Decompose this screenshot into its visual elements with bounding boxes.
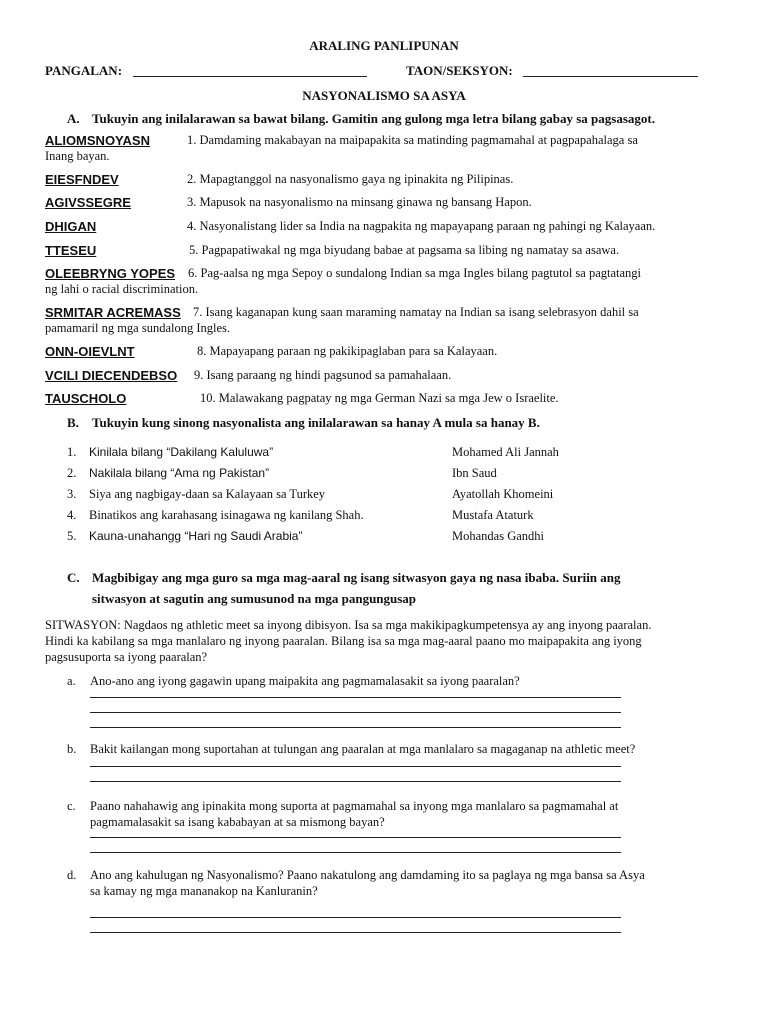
part-a-instruction: Tukuyin ang inilalarawan sa bawat bilang. Gamitin ang gulong mga letra bilang gabay sa pagsasagot.	[92, 111, 655, 126]
col-b-item-1: Mohamed Ali Jannah	[452, 445, 559, 459]
col-a-item-1: Kinilala bilang “Dakilang Kaluluwa”	[89, 445, 274, 459]
page-title: ARALING PANLIPUNAN	[309, 38, 459, 53]
answer-line[interactable]	[90, 917, 621, 918]
question-b-text: Bakit kailangan mong suportahan at tulungan ang paaralan at mga manlalaro sa magaganap na athletic meet?	[90, 742, 636, 756]
scrambled-word-8: ONN-OIEVLNT	[45, 344, 135, 359]
situation-text-line2: Hindi ka kabilang sa mga manlalaro ng inyong paaralan. Bilang isa sa mga mag-aaral paano mo maipapakita ang iyong	[45, 634, 642, 648]
question-d-text-cont: sa kamay ng mga mananakop na Kanluranin?	[90, 884, 318, 898]
scrambled-word-6: OLEEBRYNG YOPES	[45, 266, 176, 281]
col-a-item-5: Kauna-unahangg “Hari ng Saudi Arabia”	[89, 529, 303, 543]
name-label: PANGALAN:	[45, 63, 123, 78]
answer-line[interactable]	[90, 932, 621, 933]
question-b-letter: b.	[67, 742, 77, 756]
answer-line[interactable]	[90, 727, 621, 728]
col-a-num-4: 4.	[67, 508, 77, 522]
clue-3: 3. Mapusok na nasyonalismo na minsang ginawa ng bansang Hapon.	[187, 195, 532, 209]
year-section-label: TAON/SEKSYON:	[406, 63, 513, 78]
situation-text-line3: pagsusuporta sa iyong paaralan?	[45, 650, 208, 664]
clue-5: 5. Pagpapatiwakal ng mga biyudang babae at pagsama sa libing ng namatay sa asawa.	[189, 243, 620, 257]
answer-line[interactable]	[90, 766, 621, 767]
part-c-instruction-cont: sitwasyon at sagutin ang sumusunod na mga pangungusap	[92, 591, 417, 606]
col-a-num-2: 2.	[67, 466, 77, 480]
col-a-item-2: Nakilala bilang “Ama ng Pakistan”	[89, 466, 270, 480]
clue-1: 1. Damdaming makabayan na maipapakita sa matinding pagmamahal at pagpapahalaga sa	[187, 133, 638, 147]
subtitle: NASYONALISMO SA ASYA	[302, 88, 466, 103]
col-a-item-3: Siya ang nagbigay-daan sa Kalayaan sa Turkey	[89, 487, 326, 501]
scrambled-word-4: DHIGAN	[45, 219, 97, 234]
clue-7: 7. Isang kaganapan kung saan maraming namatay na Indian sa isang selebrasyon dahil sa	[193, 305, 639, 319]
clue-2: 2. Mapagtanggol na nasyonalismo gaya ng ipinakita ng Pilipinas.	[187, 172, 514, 186]
part-c-instruction: Magbibigay ang mga guro sa mga mag-aaral ng isang sitwasyon gaya ng nasa ibaba. Suriin ang	[92, 570, 621, 585]
part-b-letter: B.	[67, 415, 79, 430]
clue-8: 8. Mapayapang paraan ng pakikipaglaban para sa Kalayaan.	[197, 344, 498, 358]
question-a-letter: a.	[67, 674, 76, 688]
col-b-item-4: Mustafa Ataturk	[452, 508, 534, 522]
clue-1-cont: Inang bayan.	[45, 149, 110, 163]
part-a-letter: A.	[67, 111, 80, 126]
question-d-letter: d.	[67, 868, 77, 882]
scrambled-word-9: VCILI DIECENDEBSO	[45, 368, 178, 383]
clue-4: 4. Nasyonalistang lider sa India na nagpakita ng mapayapang paraan ng pahingi ng Kalayaan.	[187, 219, 656, 233]
question-d-text: Ano ang kahulugan ng Nasyonalismo? Paano nakatulong ang damdaming ito sa paglaya ng mga bansa sa Asya	[90, 868, 645, 882]
part-b-instruction: Tukuyin kung sinong nasyonalista ang inilalarawan sa hanay A mula sa hanay B.	[92, 415, 540, 430]
col-b-item-5: Mohandas Gandhi	[452, 529, 544, 543]
clue-6: 6. Pag-aalsa ng mga Sepoy o sundalong Indian sa mga Ingles bilang pagtutol sa pagtatangi	[188, 266, 642, 280]
answer-line[interactable]	[90, 781, 621, 782]
part-c-letter: C.	[67, 570, 80, 585]
clue-10: 10. Malawakang pagpatay ng mga German Nazi sa mga Jew o Israelite.	[200, 391, 559, 405]
scrambled-word-1: ALIOMSNOYASN	[45, 133, 150, 148]
scrambled-word-2: EIESFNDEV	[45, 172, 119, 187]
scrambled-word-3: AGIVSSEGRE	[45, 195, 131, 210]
situation-text-line1: SITWASYON: Nagdaos ng athletic meet sa inyong dibisyon. Isa sa mga makikipagkumpetensya ay ang inyong paaralan.	[45, 618, 652, 632]
col-a-item-4: Binatikos ang karahasang isinagawa ng kanilang Shah.	[89, 508, 364, 522]
question-c-text-cont: pagmamalasakit sa isang kababayan at sa mismong bayan?	[90, 815, 385, 829]
answer-line[interactable]	[90, 712, 621, 713]
scrambled-word-7: SRMITAR ACREMASS	[45, 305, 181, 320]
col-a-num-1: 1.	[67, 445, 77, 459]
answer-line[interactable]	[90, 852, 621, 853]
answer-line[interactable]	[90, 697, 621, 698]
col-a-num-3: 3.	[67, 487, 77, 501]
year-section-field[interactable]	[523, 76, 698, 77]
col-a-num-5: 5.	[67, 529, 77, 543]
clue-9: 9. Isang paraang ng hindi pagsunod sa pamahalaan.	[194, 368, 452, 382]
answer-line[interactable]	[90, 837, 621, 838]
question-c-text: Paano nahahawig ang ipinakita mong suporta at pagmamahal sa inyong mga manlalaro sa pagmamahal at	[90, 799, 619, 813]
question-a-text: Ano-ano ang iyong gagawin upang maipakita ang pagmamalasakit sa iyong paaralan?	[90, 674, 520, 688]
clue-6-cont: ng lahi o racial discrimination.	[45, 282, 199, 296]
scrambled-word-10: TAUSCHOLO	[45, 391, 127, 406]
question-c-letter: c.	[67, 799, 76, 813]
col-b-item-2: Ibn Saud	[452, 466, 497, 480]
clue-7-cont: pamamaril ng mga sundalong Ingles.	[45, 321, 231, 335]
col-b-item-3: Ayatollah Khomeini	[452, 487, 554, 501]
name-field[interactable]	[133, 76, 367, 77]
scrambled-word-5: TTESEU	[45, 243, 97, 258]
